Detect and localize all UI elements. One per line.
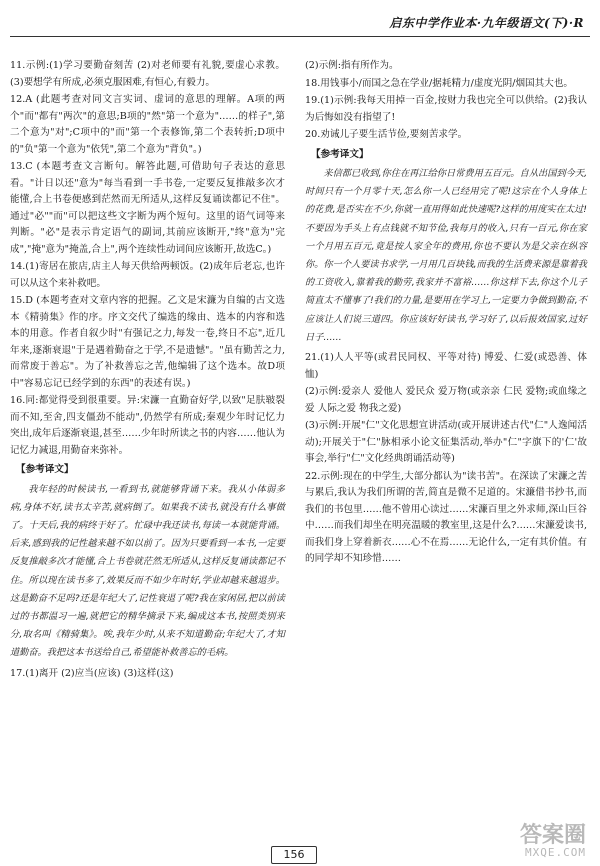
- watermark-url: MXQE.COM: [525, 846, 586, 859]
- answer-item: 20.劝诫儿子要生活节俭,要刻苦求学。: [305, 129, 468, 140]
- answer-item: 17.(1)离开 (2)应当(应该) (3)这样(这): [10, 667, 174, 679]
- answer-item: 12.A (此题考查对同文言实词、虚词的意思的理解。A项的两个"而"都有"两次"的意思;B项的"然"第一个意为"……的样子",第二个意为"对";C项中的"而"第一个表修饰,第二个表转折;D项中的"负"第一个意为"依凭",第二个意为"背负"。): [10, 94, 285, 155]
- page-header: [10, 10, 590, 37]
- answer-item: 18.用钱事小/而国之急在学业/据耗精力/虚度光阴/烟国其大也。: [305, 77, 574, 89]
- answer-item: 16.同:都觉得受到很重要。异:宋濂一直勤奋好学,以致"足肤皲裂而不知,至舍,四支僵劲不能动",仍然学有所成;秦观少年时记忆力突出,成年后逐渐衰退,甚至……少年时所读之书的内容……他认为记忆力减退,用勤奋来弥补。: [10, 395, 285, 456]
- answer-item: 19.(1)示例:我每天用掉一百金,按财力我也完全可以供给。(2)我认为后悔如没有指望了!: [305, 95, 587, 123]
- reference-translation-title: 【参考译文】: [16, 464, 74, 475]
- reference-translation-title: 【参考译文】: [311, 148, 369, 160]
- right-column: [305, 58, 587, 569]
- reference-translation-text: 来信都已收到,你住在再江给你日常费用五百元。自从出国到今天,时间只有一个月零十天,怎么你一人已经用完了呢!这宗在个人身体上的花费,是否实在不少,你就一直用得如此快速呢?这样的用度实在太过!不要因为手头上有点钱就不知节俭,我每月的收入,只有一百元,你在家一个月用五百元,竟是按人家全年的费用,你也不要认为是父亲在纵容你。你一个人要读书求学,一月用几百块钱,而我的生活费来源是靠着我的工资收入,靠着我的勤劳,我家并不富裕……你这样下去,你这个儿子简直太不懂事了!我们的力量,是要用在学习上,一定要力争做到勤奋,不应该让人们说三道四。你应该好好读书,学习好了,以后报效国家,过好日子……: [305, 168, 587, 343]
- answer-item: 15.D (本题考查对文章内容的把握。乙文是宋濂为自编的古文选本《精骑集》作的序。序文交代了编选的缘由、选本的内容和选本的用意。作者自叙少时"有强记之力,每发一卷,终日不忘",近几年来,逐渐衰退"于是遇着勤奋之于学,不是遗憾"。"虽有勤苦之力,而常废于善忘"。为了补救善忘之苦,他编辑了这个选本。故D项中"容易忘记已经学到的东西"的表述有误。): [10, 295, 285, 389]
- answer-item: (2)示例:爱亲人 爱他人 爱民众 爱万物(或亲亲 仁民 爱物;或血缘之爱 人际之爱 物我之爱): [305, 386, 587, 414]
- reference-translation-text: 我年轻的时候读书,一看到书,就能够背诵下来。我从小体弱多病,身体不好,读书太辛苦,就病倒了。如果我不读书,就没有什么事做了。十天后,我的病终于好了。忙碌中我还读书,每读一本就能背诵。后来,感到我的记性越来越不如以前了。因为只要看到一本书,一定要反复推敲多次才能懂,合上书卷就茫然无所适从,这样反复诵读都记不住。所以现在读书多了,效果反而不如少年时好,学业却越来越退步。这是勤奋不足吗?还是年纪大了,记性衰退了呢?我在家闲居,把以前读过的书都温习一遍,就把它的精华摘录下来,编成这本书,按照类别来分,取名叫《精骑集》。唉,我年少时,从来不知道勤奋;年纪大了,才知道勤奋。我把这本书送给自己,希望能补救善忘的毛病。: [10, 483, 285, 659]
- page-number: 156: [271, 846, 317, 864]
- left-column: [10, 58, 285, 683]
- watermark-logo: 答案圈: [519, 823, 586, 848]
- header-title: 启东中学作业本·九年级语文(下)·R: [389, 16, 584, 30]
- answer-item: 11.示例:(1)学习要勤奋刻苦 (2)对老师要有礼貌,要虚心求教。(3)要想学有所成,必须克服困难,有恒心,有毅力。: [10, 60, 285, 88]
- answer-item: 14.(1)寄居在旅店,店主人每天供给两顿饭。(2)成年后老忘,也许可以从这个来补救吧。: [10, 261, 285, 289]
- answer-item: 13.C (本题考查文言断句。解答此题,可借助句子表达的意思看。"计日以还"意为"每当看到一手书卷,一定要反复推敲多次才能懂,合上书卷便感到茫然而无所适从,这样反复诵读都记不住"。通过"必""而"可以把这些文字断为两个短句。这里的语气词等来判断。"必"是表示肯定语气的副词,其前应该断开,"终"意为"完成","掩"意为"掩盖,合上",两个连续性动词间应该断开,故选C。): [10, 161, 285, 255]
- answer-item: 22.示例:现在的中学生,大部分都认为"读书苦"。在深读了宋濂之苦与累后,我认为我们所谓的苦,简直是微不足道的。宋濂借书抄书,而我们的书包里……他不曾用心读过……宋濂百里之外求师,深山巨谷中……而我们却坐在明亮温暖的教室里,这是什么?……宋濂爱读书,而我们身上穿着新衣……心不在焉……无论什么,一定有其价值。有的同学却不知珍惜……: [305, 470, 587, 565]
- answer-item: 21.(1)人人平等(或君民同权、平等对待) 博爱、仁爱(或恐善、体恤): [305, 352, 587, 380]
- answer-item: (2)示例:指有所作为。: [305, 60, 399, 71]
- answer-item: (3)示例:开展"仁"文化思想宣讲活动(或开展讲述古代"仁"人逸闻活动);开展关于"仁"脉相承小论文征集活动,举办"仁"字旗下的'仁'故事会,举行"仁"文化经典朗诵活动等): [305, 420, 587, 465]
